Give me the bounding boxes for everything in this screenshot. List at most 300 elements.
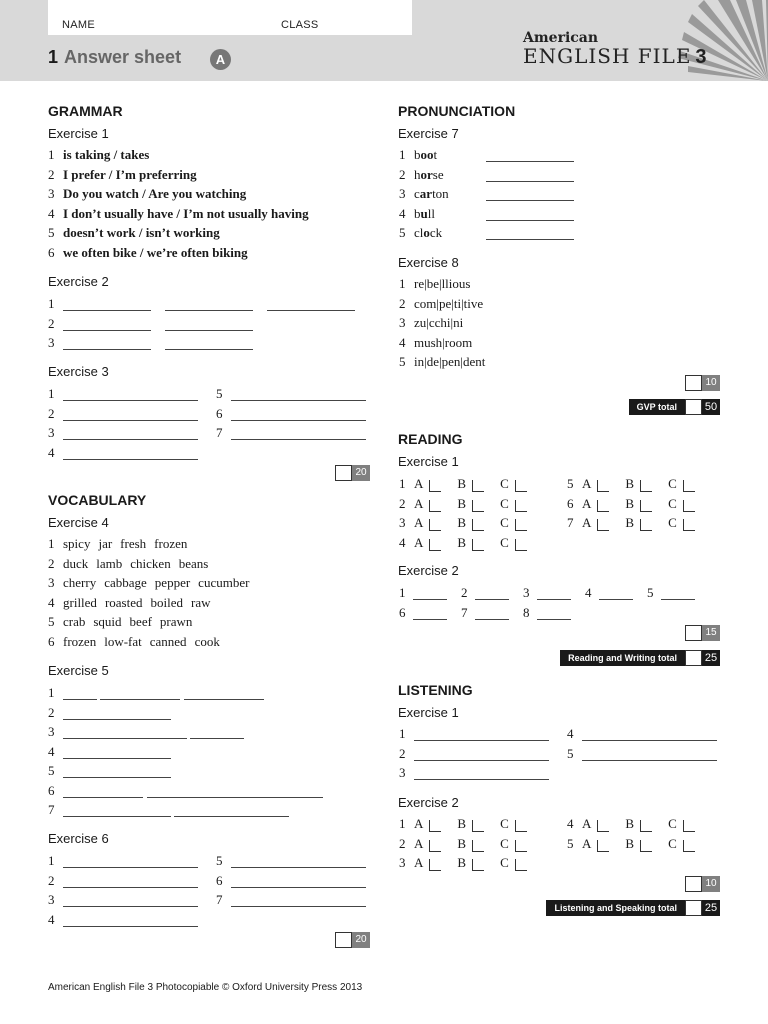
answer-options-text: doesn’t work / isn’t working (63, 225, 220, 240)
option (625, 476, 668, 492)
footer-brand: American English File 3 (48, 982, 154, 993)
answer-line[interactable] (231, 439, 366, 440)
option-checkbox[interactable] (429, 519, 441, 531)
syllable-word[interactable]: com|pe|ti|tive (414, 295, 484, 311)
answer-line[interactable] (174, 816, 289, 817)
reading-writing-total-input[interactable] (685, 650, 702, 666)
option-checkbox[interactable] (640, 820, 652, 832)
syllable-word[interactable]: in|de|pen|dent (414, 354, 486, 369)
unit-number: 1 (48, 47, 59, 67)
item-number: 4 (48, 743, 55, 759)
item-number: 1 (48, 853, 55, 868)
option (668, 496, 711, 512)
item-number: 4 (399, 534, 406, 550)
item-number: 6 (48, 633, 55, 649)
reading-writing-total-max: 25 (702, 650, 720, 666)
word-option[interactable]: cherry (63, 575, 97, 590)
answer-line[interactable] (184, 699, 264, 700)
answer-line[interactable] (486, 181, 574, 182)
option (457, 515, 500, 531)
answer-line[interactable] (537, 619, 571, 620)
option-checkbox[interactable] (640, 519, 652, 531)
answer-line[interactable] (267, 310, 355, 311)
answer-line[interactable] (63, 867, 198, 868)
item-number: 1 (48, 685, 55, 700)
item-number: 3 (523, 585, 530, 600)
option-letter: C (500, 816, 509, 831)
option (457, 816, 500, 832)
vocabulary-exercise6-title: Exercise 6 (48, 831, 109, 846)
answer-line[interactable] (486, 239, 574, 240)
option-checkbox[interactable] (597, 820, 609, 832)
word-group (63, 614, 200, 630)
option-row (582, 515, 711, 531)
word-sound-highlight: oo (420, 147, 434, 162)
reading-exercise2-title: Exercise 2 (398, 563, 459, 578)
answer-line[interactable] (147, 797, 323, 798)
item-number: 6 (216, 872, 223, 888)
syllable-word[interactable]: mush|room (414, 334, 473, 350)
option (500, 515, 543, 531)
answer-line[interactable] (63, 797, 143, 798)
gvp-total-label: GVP total (629, 399, 685, 415)
item-number: 1 (48, 296, 55, 311)
word-option[interactable]: jar (98, 536, 113, 551)
answer-line[interactable] (231, 906, 366, 907)
option-checkbox[interactable] (597, 840, 609, 852)
item-number: 4 (399, 334, 406, 350)
word-part: h (414, 166, 421, 182)
answer-line[interactable] (537, 599, 571, 600)
vocabulary-exercise5-title: Exercise 5 (48, 663, 109, 678)
answer-line[interactable] (486, 200, 574, 201)
option-checkbox[interactable] (640, 840, 652, 852)
answer-line[interactable] (231, 400, 366, 401)
word-option[interactable]: low-fat (104, 633, 142, 649)
item-number: 5 (48, 763, 55, 778)
option-checkbox[interactable] (683, 480, 695, 492)
option-letter: C (668, 816, 677, 831)
gvp-total-bar (629, 399, 720, 415)
option-checkbox[interactable] (472, 820, 484, 832)
option-checkbox[interactable] (683, 840, 695, 852)
reading-score-max: 15 (702, 625, 720, 641)
item-number: 4 (585, 585, 592, 600)
option-letter: A (582, 495, 592, 511)
word-option[interactable]: prawn (159, 614, 193, 629)
item-number: 4 (48, 444, 55, 460)
word-part: c (414, 186, 420, 201)
word-part: b (414, 147, 421, 162)
option (414, 476, 457, 492)
vocabulary-score-input[interactable] (335, 932, 352, 948)
answer-line[interactable] (63, 777, 171, 778)
pronunciation-score-input[interactable] (685, 375, 702, 391)
option-checkbox[interactable] (515, 500, 527, 512)
class-label: CLASS (281, 19, 319, 31)
word-option[interactable]: raw (190, 594, 211, 610)
item-number: 5 (399, 354, 406, 369)
vocabulary-score-max: 20 (352, 932, 370, 948)
grammar-score-max: 20 (352, 465, 370, 481)
reading-exercise1-title: Exercise 1 (398, 454, 459, 469)
gvp-total-input[interactable] (685, 399, 702, 415)
item-number: 6 (48, 782, 55, 798)
option-checkbox[interactable] (515, 820, 527, 832)
page-header (0, 0, 768, 81)
option-letter: B (625, 476, 635, 491)
option-checkbox[interactable] (683, 500, 695, 512)
word-option[interactable]: cucumber (198, 575, 250, 590)
word-option[interactable]: roasted (104, 594, 143, 610)
option-letter: C (500, 476, 509, 491)
answer-line[interactable] (599, 599, 633, 600)
option-letter: A (414, 476, 424, 491)
grammar-heading: GRAMMAR (48, 103, 123, 119)
answer-line[interactable] (63, 719, 171, 720)
answer-line[interactable] (165, 330, 253, 331)
pronunciation-word (414, 147, 437, 163)
listening-score-input[interactable] (685, 876, 702, 892)
option-checkbox[interactable] (515, 859, 527, 871)
option-letter: B (457, 835, 467, 851)
option-letter: A (414, 855, 424, 870)
option-checkbox[interactable] (683, 519, 695, 531)
listening-heading: LISTENING (398, 682, 473, 698)
option-letter: A (582, 515, 592, 530)
name-class-box (48, 0, 412, 35)
reading-heading: READING (398, 431, 463, 447)
answer-options-text: we often bike / we’re often biking (63, 244, 248, 260)
item-number: 3 (48, 425, 55, 440)
answer-line[interactable] (231, 420, 366, 421)
page-footer (48, 982, 362, 993)
option-letter: A (582, 835, 592, 851)
option-letter: B (457, 816, 467, 831)
pronunciation-score-box (685, 375, 720, 391)
option-checkbox[interactable] (597, 480, 609, 492)
item-number: 4 (48, 911, 55, 927)
pronunciation-exercise7-title: Exercise 7 (398, 126, 459, 141)
item-number: 6 (567, 495, 574, 511)
gvp-total-max: 50 (702, 399, 720, 415)
answer-line[interactable] (63, 906, 198, 907)
item-number: 2 (399, 745, 406, 761)
item-number: 3 (48, 335, 55, 350)
item-number: 3 (48, 724, 55, 739)
option-checkbox[interactable] (472, 500, 484, 512)
option-letter: B (457, 515, 467, 530)
option (625, 496, 668, 512)
answer-line[interactable] (475, 619, 509, 620)
item-number: 3 (48, 575, 55, 590)
option-letter: C (500, 534, 509, 550)
option (625, 515, 668, 531)
word-option[interactable]: lamb (96, 555, 123, 571)
item-number: 2 (48, 166, 55, 182)
item-number: 4 (567, 726, 574, 741)
item-number: 5 (48, 225, 55, 240)
option-checkbox[interactable] (515, 519, 527, 531)
reading-score-box (685, 625, 720, 641)
word-option[interactable]: cabbage (104, 575, 147, 590)
brand-subtitle: American (523, 30, 599, 46)
answer-line[interactable] (582, 740, 717, 741)
item-number: 2 (399, 495, 406, 511)
word-option[interactable]: fresh (120, 536, 147, 551)
word-part: ck (429, 225, 443, 240)
option-checkbox[interactable] (515, 840, 527, 852)
listening-exercise2-title: Exercise 2 (398, 795, 459, 810)
answer-line[interactable] (63, 439, 198, 440)
word-option[interactable]: pepper (154, 575, 191, 590)
item-number: 7 (216, 425, 223, 440)
option-checkbox[interactable] (597, 500, 609, 512)
item-number: 2 (48, 555, 55, 571)
option-checkbox[interactable] (472, 840, 484, 852)
listening-speaking-total-label: Listening and Speaking total (546, 900, 685, 916)
option (414, 836, 457, 852)
option (582, 496, 625, 512)
answer-line[interactable] (161, 738, 187, 739)
word-part: se (432, 166, 444, 182)
item-number: 4 (399, 205, 406, 221)
option-letter: C (668, 476, 677, 491)
answer-line[interactable] (63, 459, 198, 460)
item-number: 2 (48, 315, 55, 331)
option-checkbox[interactable] (472, 859, 484, 871)
word-option[interactable]: beans (178, 555, 209, 571)
option-checkbox[interactable] (429, 859, 441, 871)
option-checkbox[interactable] (683, 820, 695, 832)
word-option[interactable]: grilled (63, 594, 97, 610)
option-letter: A (414, 534, 424, 550)
answer-line[interactable] (231, 867, 366, 868)
answer-line[interactable] (63, 420, 198, 421)
option (414, 816, 457, 832)
item-number: 5 (647, 585, 654, 600)
option (457, 496, 500, 512)
item-number: 2 (461, 585, 468, 600)
brand-title-text: ENGLISH FILE (523, 44, 692, 68)
answer-line[interactable] (414, 760, 549, 761)
item-number: 4 (48, 205, 55, 221)
option-row (414, 496, 543, 512)
item-number: 5 (216, 853, 223, 868)
listening-speaking-total-bar (546, 900, 720, 916)
answer-line[interactable] (413, 619, 447, 620)
answer-line[interactable] (63, 699, 97, 700)
syllable-word[interactable]: zu|cchi|ni (414, 315, 464, 330)
option-row (414, 535, 543, 551)
item-number: 6 (48, 244, 55, 260)
item-number: 3 (399, 515, 406, 530)
pronunciation-heading: PRONUNCIATION (398, 103, 516, 119)
item-number: 2 (48, 405, 55, 421)
option-checkbox[interactable] (472, 480, 484, 492)
option (414, 855, 457, 871)
answer-line[interactable] (475, 599, 509, 600)
option (414, 496, 457, 512)
option-letter: A (414, 515, 424, 530)
answer-line[interactable] (63, 349, 151, 350)
option-checkbox[interactable] (429, 539, 441, 551)
name-label: NAME (62, 19, 95, 31)
item-number: 1 (399, 276, 406, 291)
option-letter: C (668, 835, 677, 851)
option-letter: A (582, 816, 592, 831)
word-sound-highlight: ar (419, 186, 433, 201)
answer-options-text: I don’t usually have / I’m not usually having (63, 205, 309, 221)
reading-writing-total-label: Reading and Writing total (560, 650, 685, 666)
reading-score-input[interactable] (685, 625, 702, 641)
listening-score-max: 10 (702, 876, 720, 892)
item-number: 2 (48, 704, 55, 720)
option (457, 476, 500, 492)
item-number: 3 (48, 892, 55, 907)
word-option[interactable]: beef (129, 614, 152, 629)
item-number: 5 (567, 835, 574, 851)
option (582, 816, 625, 832)
item-number: 3 (399, 186, 406, 201)
option-letter: B (625, 816, 635, 831)
vocabulary-score-box (335, 932, 370, 948)
option (582, 515, 625, 531)
word-sound-highlight: u (420, 205, 428, 221)
word-group (63, 634, 228, 650)
item-number: 5 (48, 614, 55, 629)
item-number: 4 (567, 816, 574, 831)
listening-exercise1-title: Exercise 1 (398, 705, 459, 720)
syllable-word[interactable]: re|be|llious (414, 276, 471, 291)
sheet-title-text: Answer sheet (64, 47, 182, 67)
word-part: ll (427, 205, 435, 221)
option-checkbox[interactable] (597, 519, 609, 531)
vocabulary-exercise4-title: Exercise 4 (48, 515, 109, 530)
item-number: 1 (48, 536, 55, 551)
option (500, 855, 543, 871)
option-checkbox[interactable] (640, 500, 652, 512)
answer-line[interactable] (486, 220, 574, 221)
answer-line[interactable] (414, 779, 549, 780)
answer-line[interactable] (63, 330, 151, 331)
answer-line[interactable] (413, 599, 447, 600)
option-checkbox[interactable] (472, 519, 484, 531)
answer-line[interactable] (63, 758, 171, 759)
option-letter: B (457, 534, 467, 550)
word-option[interactable]: frozen (63, 633, 97, 649)
option-row (414, 855, 543, 871)
option-checkbox[interactable] (515, 539, 527, 551)
option-checkbox[interactable] (429, 500, 441, 512)
option (582, 836, 625, 852)
answer-line[interactable] (165, 310, 253, 311)
word-option[interactable]: cook (194, 633, 220, 649)
option-letter: B (457, 495, 467, 511)
grammar-exercise2-title: Exercise 2 (48, 274, 109, 289)
word-part: cl (414, 225, 424, 240)
listening-speaking-total-input[interactable] (685, 900, 702, 916)
item-number: 7 (567, 515, 574, 530)
answer-line[interactable] (414, 740, 549, 741)
option (500, 816, 543, 832)
option-letter: B (625, 495, 635, 511)
item-number: 5 (567, 745, 574, 761)
answer-line[interactable] (190, 738, 244, 739)
option-letter: C (668, 515, 677, 530)
answer-line[interactable] (582, 760, 717, 761)
answer-line[interactable] (63, 816, 171, 817)
item-number: 1 (48, 147, 55, 162)
item-number: 5 (399, 225, 406, 240)
option-letter: C (668, 495, 677, 511)
word-option[interactable]: squid (93, 614, 122, 629)
answer-line[interactable] (100, 699, 180, 700)
item-number: 6 (399, 605, 406, 620)
option (668, 836, 711, 852)
option-letter: C (500, 855, 509, 870)
word-option[interactable]: crab (63, 614, 86, 629)
answer-line[interactable] (63, 887, 198, 888)
option-checkbox[interactable] (640, 480, 652, 492)
item-number: 1 (399, 476, 406, 491)
answer-line[interactable] (661, 599, 695, 600)
item-number: 3 (399, 765, 406, 780)
pronunciation-word (414, 206, 435, 222)
listening-score-box (685, 876, 720, 892)
word-option[interactable]: boiled (150, 594, 183, 610)
option (500, 496, 543, 512)
option (500, 476, 543, 492)
answer-line[interactable] (231, 887, 366, 888)
word-option[interactable]: frozen (154, 536, 188, 551)
option-checkbox[interactable] (429, 840, 441, 852)
item-number: 6 (216, 405, 223, 421)
answer-line[interactable] (63, 400, 198, 401)
option (668, 515, 711, 531)
version-badge: A (210, 49, 231, 70)
item-number: 4 (48, 594, 55, 610)
answer-line[interactable] (63, 310, 151, 311)
option-letter: A (414, 495, 424, 511)
word-group (63, 575, 257, 591)
pronunciation-score-max: 10 (702, 375, 720, 391)
brand-title (523, 44, 708, 69)
option-checkbox[interactable] (429, 820, 441, 832)
item-number: 8 (523, 605, 530, 620)
option-checkbox[interactable] (472, 539, 484, 551)
word-option[interactable]: canned (149, 633, 187, 649)
word-option[interactable]: chicken (130, 555, 171, 571)
word-sound-highlight: o (423, 225, 430, 240)
option (457, 836, 500, 852)
word-option[interactable]: spicy (63, 536, 91, 551)
option-row (582, 496, 711, 512)
option-checkbox[interactable] (429, 480, 441, 492)
option-row (582, 836, 711, 852)
option-letter: A (414, 835, 424, 851)
option-checkbox[interactable] (515, 480, 527, 492)
option (625, 816, 668, 832)
grammar-score-input[interactable] (335, 465, 352, 481)
option-letter: C (500, 495, 509, 511)
word-option[interactable]: duck (63, 555, 89, 571)
item-number: 2 (48, 872, 55, 888)
answer-line[interactable] (63, 926, 198, 927)
answer-line[interactable] (165, 349, 253, 350)
answer-line[interactable] (486, 161, 574, 162)
option-row (414, 836, 543, 852)
